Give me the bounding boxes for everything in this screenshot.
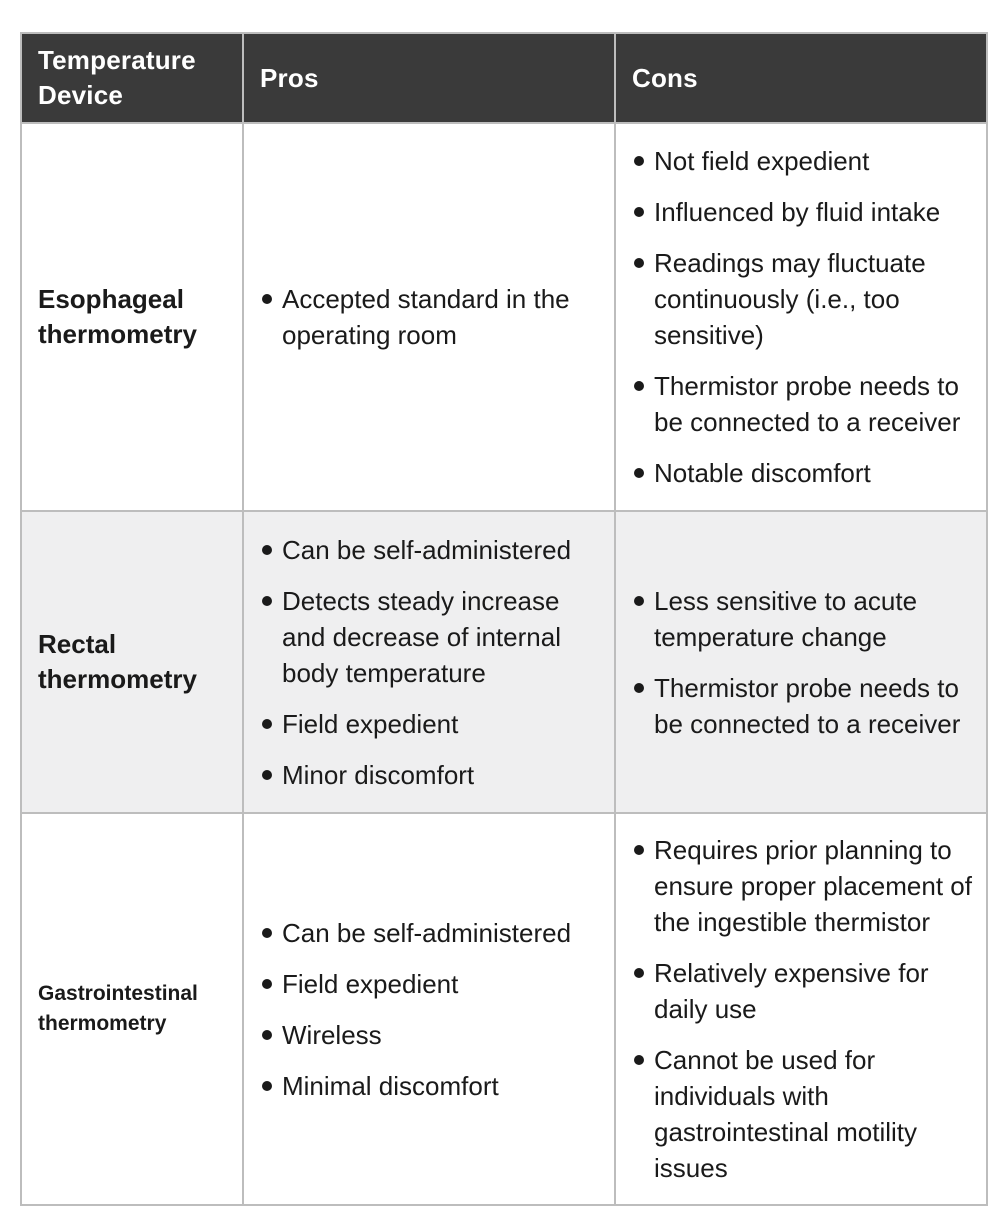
list-item: Not field expedient xyxy=(632,143,972,179)
list-item: Field expedient xyxy=(260,966,600,1002)
list-item: Minor discomfort xyxy=(260,757,600,793)
cons-list xyxy=(632,143,972,491)
temperature-device-comparison-table xyxy=(20,32,988,1206)
list-item: Thermistor probe needs to be connected to a receiver xyxy=(632,368,972,440)
list-item: Wireless xyxy=(260,1017,600,1053)
table-body xyxy=(21,123,987,1205)
cons-list xyxy=(632,832,972,1186)
table-header xyxy=(21,33,987,123)
list-item: Detects steady increase and decrease of internal body temperature xyxy=(260,583,600,691)
list-item: Minimal discomfort xyxy=(260,1068,600,1104)
list-item: Can be self-administered xyxy=(260,915,600,951)
header-cons: Cons xyxy=(615,33,987,123)
cons-list xyxy=(632,583,972,742)
device-cell xyxy=(21,123,243,511)
device-cell xyxy=(21,511,243,813)
list-item: Cannot be used for individuals with gastrointestinal motility issues xyxy=(632,1042,972,1186)
pros-list xyxy=(260,281,600,353)
pros-list xyxy=(260,532,600,793)
header-row xyxy=(21,33,987,123)
device-name-gastrointestinal: Gastrointestinal thermometry xyxy=(38,982,198,1035)
list-item: Notable discomfort xyxy=(632,455,972,491)
list-item: Relatively expensive for daily use xyxy=(632,955,972,1027)
header-pros: Pros xyxy=(243,33,615,123)
list-item: Readings may fluctuate continuously (i.e., too sensitive) xyxy=(632,245,972,353)
cons-cell xyxy=(615,813,987,1205)
header-temperature-device: Temperature Device xyxy=(21,33,243,123)
device-name-rectal: Rectal thermometry xyxy=(38,629,197,694)
table-row-gastrointestinal xyxy=(21,813,987,1205)
pros-list xyxy=(260,915,600,1104)
list-item: Accepted standard in the operating room xyxy=(260,281,600,353)
list-item: Requires prior planning to ensure proper placement of the ingestible thermistor xyxy=(632,832,972,940)
list-item: Thermistor probe needs to be connected to a receiver xyxy=(632,670,972,742)
list-item: Can be self-administered xyxy=(260,532,600,568)
list-item: Influenced by fluid intake xyxy=(632,194,972,230)
table-row-esophageal xyxy=(21,123,987,511)
pros-cell xyxy=(243,511,615,813)
cons-cell xyxy=(615,123,987,511)
list-item: Less sensitive to acute temperature change xyxy=(632,583,972,655)
pros-cell xyxy=(243,123,615,511)
table-row-rectal xyxy=(21,511,987,813)
device-cell xyxy=(21,813,243,1205)
cons-cell xyxy=(615,511,987,813)
comparison-table-container xyxy=(20,32,986,1206)
device-name-esophageal: Esophageal thermometry xyxy=(38,284,197,349)
list-item: Field expedient xyxy=(260,706,600,742)
pros-cell xyxy=(243,813,615,1205)
